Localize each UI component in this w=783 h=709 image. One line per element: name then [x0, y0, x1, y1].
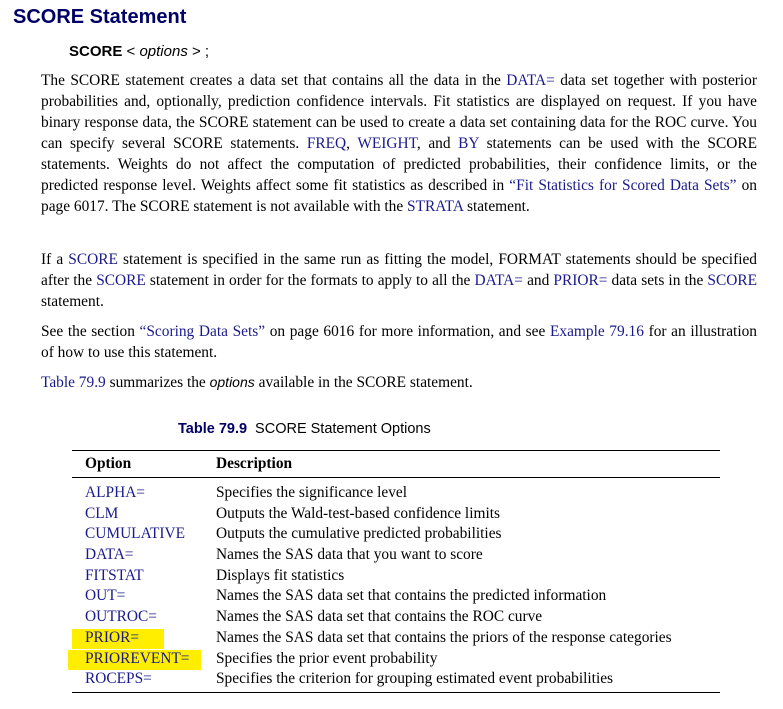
table-row [72, 483, 720, 504]
syntax-lt: < [122, 43, 140, 60]
text: and [522, 272, 554, 289]
options-table-body [72, 483, 720, 690]
option-description: Names the SAS data set that contains the priors of the response categories [216, 628, 672, 646]
option-description: Names the SAS data that you want to score [216, 546, 483, 564]
syntax-keyword: SCORE [69, 43, 123, 60]
option-description: Names the SAS data set that contains the ROC curve [216, 608, 543, 626]
link-score-statement[interactable]: SCORE [707, 272, 757, 289]
option-link-priorevent[interactable]: PRIOREVENT= [85, 649, 190, 667]
section-title: SCORE Statement [13, 6, 187, 28]
option-description: Outputs the Wald-test-based confidence limits [216, 504, 500, 522]
syntax-options: options [139, 43, 188, 60]
option-link-alpha[interactable]: ALPHA= [85, 484, 145, 501]
option-description: Specifies the prior event probability [216, 649, 438, 667]
option-link-prior[interactable]: PRIOR= [85, 628, 140, 646]
text: available in the SCORE statement. [254, 374, 473, 391]
text: statement in order for the formats to apply to all the [145, 272, 475, 289]
text: on page 6016 for more information, and see [265, 323, 550, 340]
link-fit-statistics-section[interactable]: “Fit Statistics for Scored Data Sets” [509, 177, 737, 194]
option-link-roceps[interactable]: ROCEPS= [85, 670, 152, 688]
text: , and [416, 135, 459, 152]
table-header-rule [72, 477, 720, 478]
table-row [72, 545, 720, 566]
option-link-data[interactable]: DATA= [85, 546, 134, 564]
table-row [72, 607, 720, 628]
option-link-clm[interactable]: CLM [85, 504, 119, 522]
link-example-79-16[interactable]: Example 79.16 [549, 323, 644, 340]
text: , [346, 135, 358, 152]
option-description: Specifies the criterion for grouping estimated event probabilities [216, 670, 614, 688]
column-header-description: Description [216, 455, 293, 472]
text: data set together with posterior probabilities and, optionally, prediction confidence intervals. Fit statistics are displayed on request. If you have binary response data, the SCORE statement can be used to create a data set containing data for the ROC curve. You can specify several SCORE statements. [41, 72, 758, 152]
table-bottom-rule [72, 692, 720, 693]
text: on page 6017. The SCORE statement is not available with the [41, 177, 757, 215]
option-description: Displays fit statistics [216, 566, 345, 584]
text: summarizes the [105, 374, 210, 391]
link-data-option[interactable]: DATA= [474, 272, 523, 289]
table-row-highlighted [72, 649, 720, 670]
paragraph-description [41, 70, 757, 217]
option-description: Specifies the significance level [216, 484, 408, 501]
link-prior-option[interactable]: PRIOR= [553, 272, 608, 289]
syntax-line [69, 43, 209, 60]
paragraph-table-intro [41, 372, 757, 393]
text-options-italic: options [209, 374, 255, 390]
table-title: SCORE Statement Options [255, 421, 431, 437]
link-score-statement[interactable]: SCORE [96, 272, 146, 289]
table-number: Table 79.9 [178, 421, 248, 437]
option-description: Names the SAS data set that contains the predicted information [216, 587, 607, 605]
table-row [72, 669, 720, 690]
link-freq-statement[interactable]: FREQ [306, 135, 347, 152]
table-row [72, 566, 720, 587]
text: data sets in the [607, 272, 708, 289]
table-row [72, 586, 720, 607]
link-data-option[interactable]: DATA= [506, 72, 555, 89]
text: See the section [41, 323, 140, 340]
link-weight-statement[interactable]: WEIGHT [357, 135, 417, 152]
link-by-statement[interactable]: BY [458, 135, 479, 152]
table-top-rule [72, 450, 720, 451]
text: The SCORE statement creates a data set that contains all the data in the [41, 72, 507, 89]
text: statement. [463, 198, 530, 215]
text: statements can be used with the SCORE statements. Weights do not affect the computation of predicted probabilities, their confidence limits, or the predicted response level. Weights affect some fit statistics as described in [41, 135, 757, 194]
option-link-outroc[interactable]: OUTROC= [85, 608, 157, 626]
paragraph-see-also [41, 321, 757, 363]
syntax-gt: > ; [187, 43, 210, 60]
table-caption [178, 421, 431, 437]
table-row [72, 504, 720, 525]
link-score-statement[interactable]: SCORE [68, 251, 118, 268]
link-scoring-data-sets[interactable]: “Scoring Data Sets” [139, 323, 266, 340]
column-header-option: Option [85, 455, 132, 472]
table-row-highlighted [72, 628, 720, 649]
link-table-79-9[interactable]: Table 79.9 [41, 374, 106, 391]
text: statement is specified in the same run as fitting the model, FORMAT statements should be specified after the [41, 251, 757, 289]
paragraph-format-note [41, 249, 757, 312]
option-link-fitstat[interactable]: FITSTAT [85, 566, 144, 584]
link-strata-statement[interactable]: STRATA [407, 198, 464, 215]
option-description: Outputs the cumulative predicted probabilities [216, 525, 502, 543]
text: If a [41, 251, 69, 268]
table-row [72, 524, 720, 545]
text: for an illustration of how to use this statement. [41, 323, 758, 361]
option-link-out[interactable]: OUT= [85, 587, 126, 605]
text: statement. [41, 293, 104, 310]
option-link-cumulative[interactable]: CUMULATIVE [85, 525, 186, 543]
